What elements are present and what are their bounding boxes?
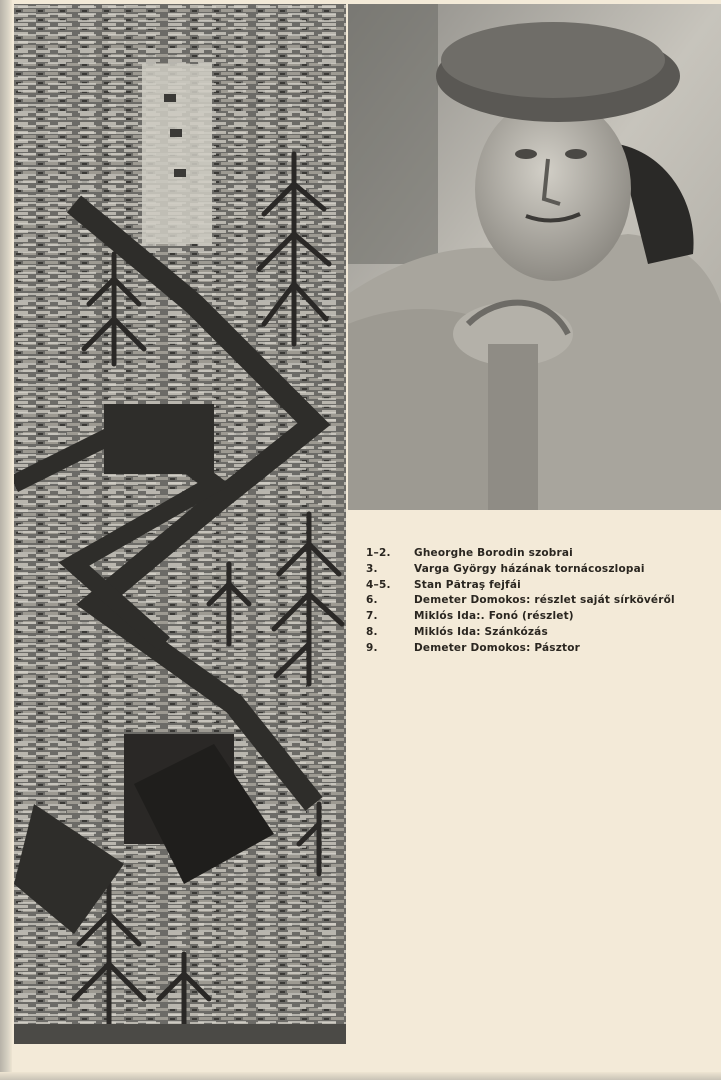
caption-text: Demeter Domokos: Pásztor [414,641,581,654]
caption-text: Demeter Domokos: részlet saját sírkövéről [414,594,675,607]
caption-number: 6. [366,594,378,607]
sculpture-photo [348,4,721,510]
caption-number: 9. [366,641,378,654]
caption-item [366,625,706,641]
caption-number: 1–2. [366,547,391,559]
caption-item [366,593,706,609]
sculpture-illustration [348,4,721,510]
scan-edge-left [0,0,12,1080]
caption-number: 4–5. [366,578,391,591]
caption-item [366,641,706,657]
caption-item [366,578,706,594]
caption-number: 3. [366,562,378,575]
caption-number: 7. [366,610,378,623]
tapestry-photo [14,4,346,1044]
caption-text: Varga György házának tornácoszlopai [414,562,645,575]
scan-edge-bottom [0,1072,721,1080]
caption-text: Stan Pătraş fejfái [414,578,521,591]
caption-item [366,609,706,625]
caption-list [366,546,706,657]
caption-text: Gheorghe Borodin szobrai [414,547,573,559]
caption-item [366,546,706,562]
caption-text: Miklós Ida: Szánkózás [414,625,548,638]
caption-number: 8. [366,625,378,638]
tapestry-illustration [14,4,346,1044]
caption-item [366,562,706,578]
caption-text: Miklós Ida:. Fonó (részlet) [414,610,574,623]
